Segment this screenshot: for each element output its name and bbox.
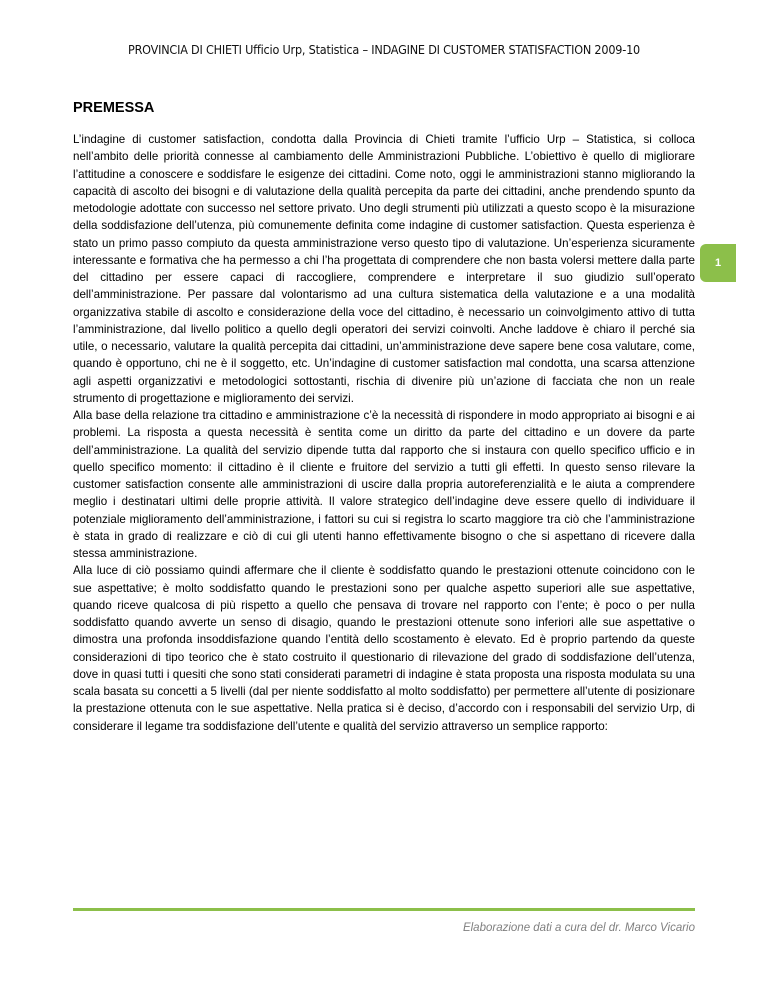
paragraph-2: Alla base della relazione tra cittadino e amministrazione c’è la necessità di rispondere in modo appropriato ai bisogni e ai problemi. La risposta a questa necessità è sentita come un diritto da parte del cittadino e un dovere da parte dell’amministrazione. La qualità del servizio dipende tutta dal rapporto che si instaura con quello specifico ufficio e in quello specifico momento: il cittadino è il cliente e fruitore del servizio a tutti gli effetti. In questo senso rilevare la customer satisfaction consente alle amministrazioni di uscire dalla propria autoreferenzialità e le aiuta a comprendere meglio i destinatari ultimi delle proprie attività. Il valore strategico dell’indagine deve essere quello di individuare il potenziale miglioramento dell’amministrazione, i fattori su cui si registra lo scarto maggiore tra ciò che l’amministrazione è stata in grado di realizzare e ciò di cui gli utenti hanno effettivamente bisogno o che si aspettano di ricevere dalla stessa amministrazione.: [73, 409, 695, 560]
body-text: [73, 131, 695, 735]
footer-rule: [73, 908, 695, 911]
page-number: 1: [714, 257, 722, 269]
running-header: PROVINCIA DI CHIETI Ufficio Urp, Statistica – INDAGINE DI CUSTOMER STATISFACTION 2009-10: [127, 42, 640, 57]
section-title: PREMESSA: [73, 100, 155, 116]
paragraph-3: Alla luce di ciò possiamo quindi affermare che il cliente è soddisfatto quando le prestazioni ottenute coincidono con le sue aspettative; è molto soddisfatto quando le prestazioni sono per qualche aspetto superiori alle sue aspettative, quando riceve qualcosa di più rispetto a quello che pensava di trovare nel rapporto con l’ente; è poco o per nulla soddisfatto quando avverte un senso di disagio, quando le prestazioni ottenute sono inferiori alle sue aspettative o dimostra una profonda insoddisfazione quando l’entità dello scostamento è elevato. Ed è proprio partendo da queste considerazioni di tipo teorico che è stato costruito il questionario di rilevazione del grado di soddisfazione dell’utenza, dove in quasi tutti i quesiti che sono stati considerati parametri di indagine è stata proposta una risposta modulata su una scala basata su concetti a 5 livelli (dal per niente soddisfatto al molto soddisfatto) per permettere all’utente di posizionare la prestazione ottenuta con le sue aspettative. Nella pratica si è deciso, d’accordo con i responsabili del servizio Urp, di considerare il legame tra soddisfazione dell’utente e qualità del servizio attraverso un semplice rapporto:: [73, 564, 695, 733]
footer-credit: Elaborazione dati a cura del dr. Marco Vicario: [462, 922, 695, 934]
page-number-tab: [700, 244, 736, 282]
paragraph-1: L’indagine di customer satisfaction, condotta dalla Provincia di Chieti tramite l’ufficio Urp – Statistica, si colloca nell’ambito delle priorità connesse al cambiamento delle Amministrazioni Pubbliche. L’obiettivo è quello di migliorare l’attitudine a conoscere e soddisfare le esigenze dei cittadini. Come noto, oggi le amministrazioni stanno migliorando la capacità di ascolto dei bisogni e di valutazione della qualità percepita da parte dei cittadini, anche prendendo spunto da metodologie adottate con successo nel settore privato. Uno degli strumenti più utilizzati a questo scopo è la misurazione della soddisfazione dell’utenza, più comunemente definita come indagine di customer satisfaction. Questa esperienza è stato un primo passo compiuto da questa amministrazione verso questo tipo di valutazione. Un’esperienza sicuramente interessante e formativa che ha permesso a chi l’ha progettata di comprendere che non basta volersi mettere dalla parte del cittadino per essere capaci di raccogliere, comprendere e interpretare il suo giudizio sull’operato dell’amministrazione. Per passare dal volontarismo ad una cultura sistematica della valutazione e a una modalità organizzativa stabile di ascolto e considerazione della voce del cittadino, è necessario un coinvolgimento attivo di tutta l’amministrazione, dal livello politico a quello degli operatori dei servizi coinvolti. Anche laddove è chiaro il perché sia utile, o necessario, valutare la qualità percepita dai cittadini, un’amministrazione deve sapere bene cosa valutare, come, quando è opportuno, chi ne è il soggetto, etc. Un’indagine di customer satisfaction mal condotta, una scarsa attenzione agli aspetti organizzativi e metodologici sottostanti, rischia di divenire più un’azione di facciata che non un reale strumento di progettazione e miglioramento dei servizi.: [73, 133, 695, 405]
